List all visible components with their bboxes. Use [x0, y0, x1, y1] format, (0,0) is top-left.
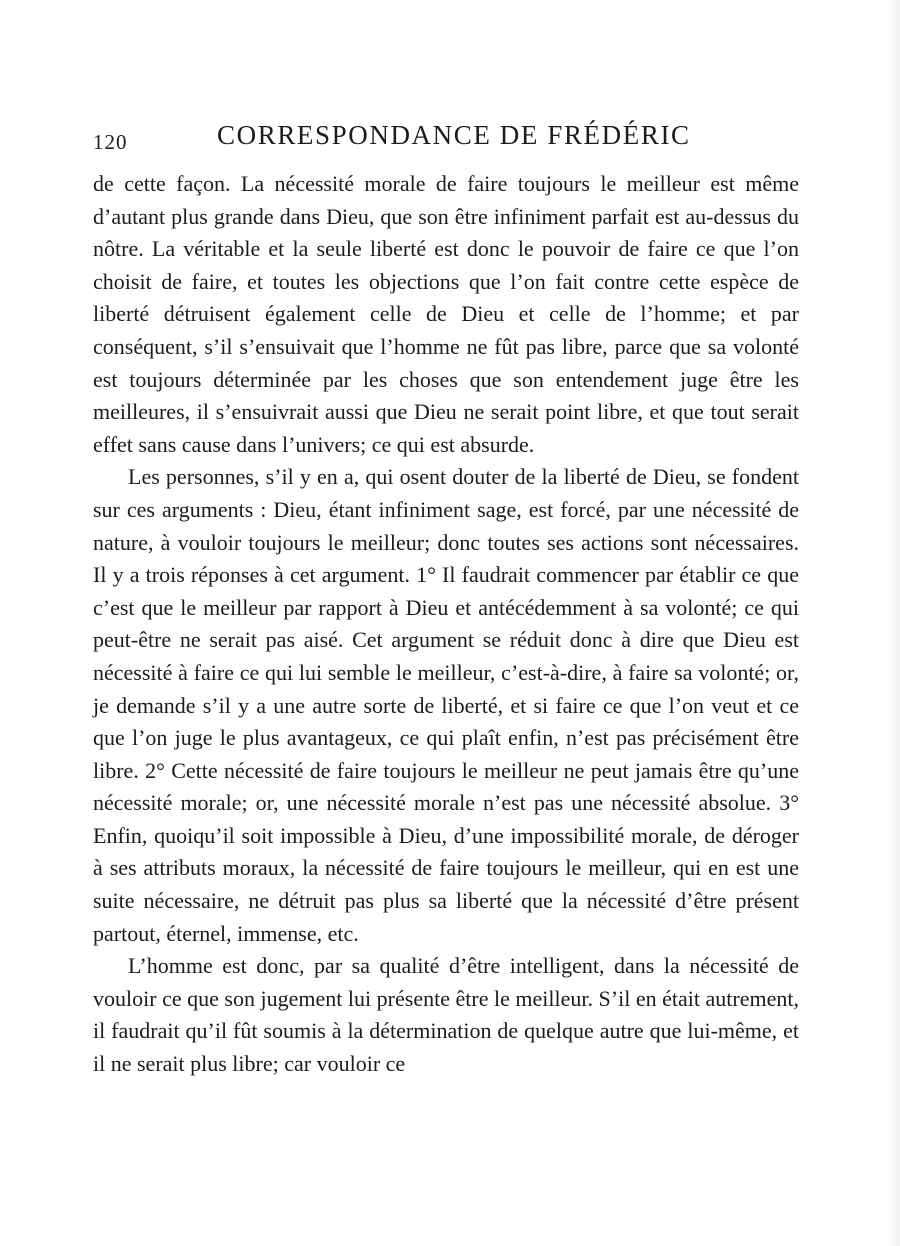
book-page: [93, 118, 799, 1081]
body-text: [93, 168, 799, 1081]
page-edge-shadow: [886, 0, 900, 1246]
paragraph: de cette façon. La nécessité morale de faire toujours le meilleur est même d’autant plus grande dans Dieu, que son être infiniment parfait est au-dessus du nôtre. La véritable et la seule liberté est donc le pouvoir de faire ce que l’on choisit de faire, et toutes les objections que l’on fait contre cette espèce de liberté détruisent également celle de Dieu et celle de l’homme; et par conséquent, s’il s’ensuivait que l’homme ne fût pas libre, parce que sa volonté est toujours déterminée par les choses que son entendement juge être les meilleures, il s’ensuivrait aussi que Dieu ne serait point libre, et que tout serait effet sans cause dans l’univers; ce qui est absurde.: [93, 171, 799, 457]
running-title: CORRESPONDANCE DE FRÉDÉRIC: [217, 120, 691, 150]
paragraph: L’homme est donc, par sa qualité d’être intelligent, dans la nécessité de vouloir ce que son jugement lui présente être le meilleur. S’il en était autrement, il faudrait qu’il fût soumis à la détermination de quelque autre que lui-même, et il ne serait plus libre; car vouloir ce: [93, 953, 799, 1077]
page-header: [93, 118, 799, 160]
paragraph: Les personnes, s’il y en a, qui osent douter de la liberté de Dieu, se fondent sur ces arguments : Dieu, étant infiniment sage, est forcé, par une nécessité de nature, à vouloir toujours le meilleur; donc toutes ses actions sont nécessaires. Il y a trois réponses à cet argument. 1° Il faudrait commencer par établir ce que c’est que le meilleur par rapport à Dieu et antécédemment à sa volonté; ce qui peut-être ne serait pas aisé. Cet argument se réduit donc à dire que Dieu est nécessité à faire ce qui lui semble le meilleur, c’est-à-dire, à faire sa volonté; or, je demande s’il y a une autre sorte de liberté, et si faire ce que l’on veut et ce que l’on juge le plus avantageux, ce qui plaît enfin, n’est pas précisément être libre. 2° Cette nécessité de faire toujours le meilleur ne peut jamais être qu’une nécessité morale; or, une nécessité morale n’est pas une nécessité absolue. 3° Enfin, quoiqu’il soit impossible à Dieu, d’une impossibilité morale, de déroger à ses attributs moraux, la nécessité de faire toujours le meilleur, qui en est une suite nécessaire, ne détruit pas plus sa liberté que la nécessité d’être présent partout, éternel, immense, etc.: [93, 464, 799, 946]
page-number: 120: [93, 130, 128, 154]
